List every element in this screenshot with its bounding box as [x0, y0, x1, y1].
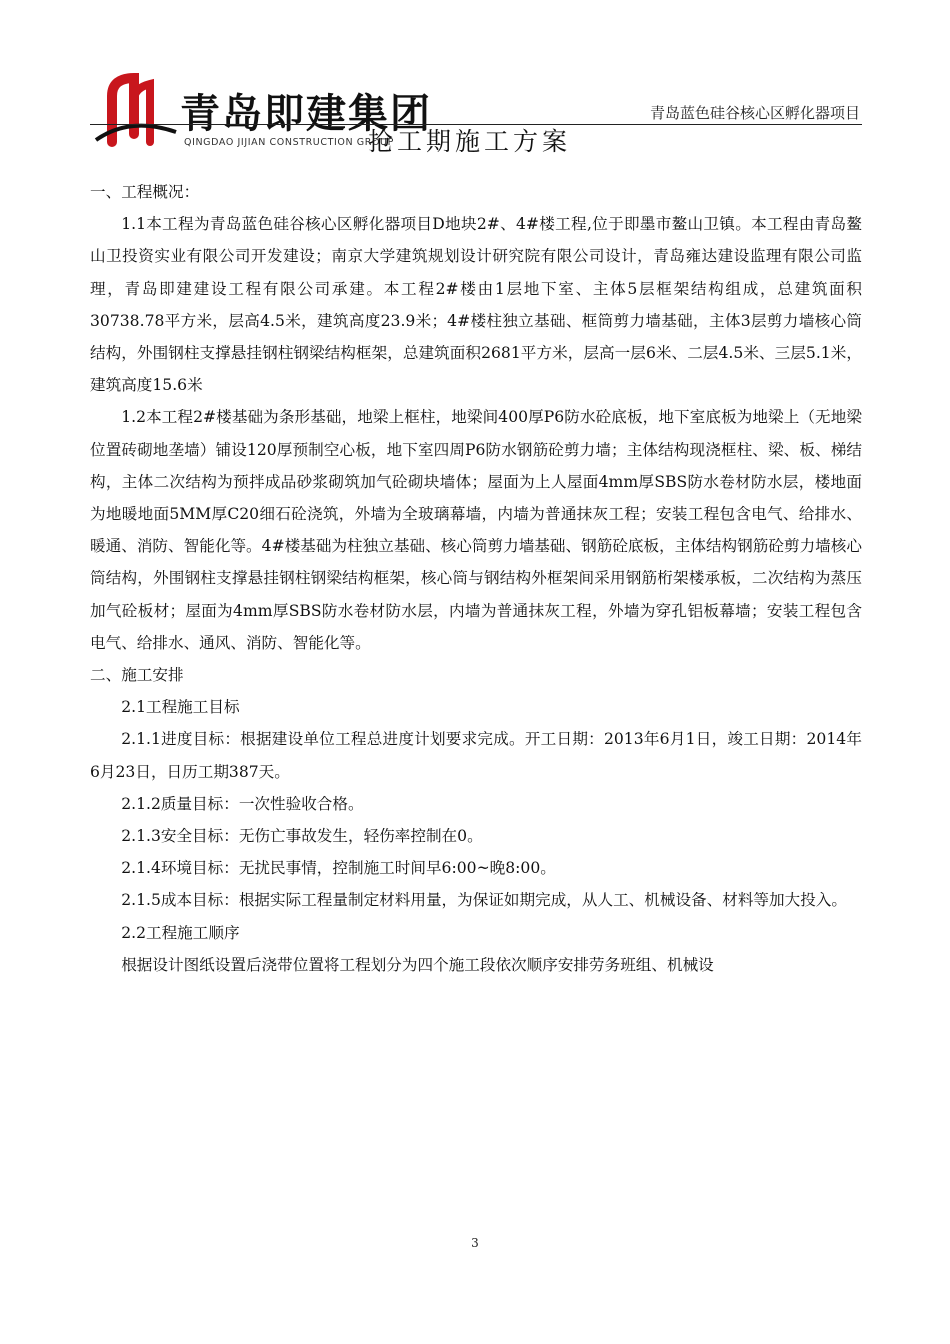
page-number: 3	[471, 1236, 479, 1250]
paragraph-2-1-1: 2.1.1进度目标：根据建设单位工程总进度计划要求完成。开工日期：2013年6月1日，竣工日期：2014年6月23日，日历工期387天。	[90, 730, 862, 781]
paragraph-1-1: 1.1本工程为青岛蓝色硅谷核心区孵化器项目D地块2#、4#楼工程,位于即墨市鳌山卫镇。本工程由青岛鳌山卫投资实业有限公司开发建设；南京大学建筑规划设计研究院有限公司设计，青岛雍达建设监理有限公司监理，青岛即建建设工程有限公司承建。本工程2#楼由1层地下室、主体5层框架结构组成，总建筑面积30738.78平方米，层高4.5米，建筑高度23.9米；4#楼柱独立基础、框筒剪力墙基础，主体3层剪力墙核心筒结构，外围钢柱支撑悬挂钢柱钢梁结构框架，总建筑面积2681平方米，层高一层6米、二层4.5米、三层5.1米，建筑高度15.6米	[90, 215, 862, 395]
subheading-2-1: 2.1工程施工目标	[121, 698, 240, 717]
paragraph-2-1-2: 2.1.2质量目标：一次性验收合格。	[121, 794, 364, 813]
paragraph-2-1-3: 2.1.3安全目标：无伤亡事故发生，轻伤率控制在0。	[121, 827, 483, 846]
section-heading-arrangement: 二、施工安排	[90, 666, 184, 685]
document-body	[90, 176, 862, 981]
document-title: 抢工期施工方案	[368, 127, 572, 156]
subheading-2-2: 2.2工程施工顺序	[121, 923, 240, 942]
paragraph-2-1-5: 2.1.5成本目标：根据实际工程量制定材料用量，为保证如期完成，从人工、机械设备、材料等加大投入。	[121, 891, 847, 910]
logo-company-en: QINGDAO JIJIAN CONSTRUCTION GROUP	[184, 137, 394, 148]
header-project-name: 青岛蓝色硅谷核心区孵化器项目	[649, 104, 860, 122]
section-heading-overview: 一、工程概况：	[90, 183, 200, 201]
logo-company-cn: 青岛即建集团	[180, 91, 432, 137]
paragraph-2-2: 根据设计图纸设置后浇带位置将工程划分为四个施工段依次顺序安排劳务班组、机械设	[121, 955, 714, 974]
paragraph-1-2: 1.2本工程2#楼基础为条形基础，地梁上框柱，地梁间400厚P6防水砼底板，地下室底板为地梁上（无地梁位置砖砌地垄墙）铺设120厚预制空心板，地下室四周P6防水钢筋砼剪力墙；主体结构现浇框柱、梁、板、梯结构，主体二次结构为预拌成品砂浆砌筑加气砼砌块墙体；屋面为上人屋面4mm厚SBS防水卷材防水层，楼地面为地暖地面5MM厚C20细石砼浇筑，外墙为全玻璃幕墙，内墙为普通抹灰工程；安装工程包含电气、给排水、暖通、消防、智能化等。4#楼基础为柱独立基础、核心筒剪力墙基础、钢筋砼底板，主体结构钢筋砼剪力墙核心筒结构，外围钢柱支撑悬挂钢柱钢梁结构框架，核心筒与钢结构外框架间采用钢筋桁架楼承板，二次结构为蒸压加气砼板材；屋面为4mm厚SBS防水卷材防水层，内墙为普通抹灰工程，外墙为穿孔铝板幕墙；安装工程包含电气、给排水、通风、消防、智能化等。	[90, 408, 862, 652]
paragraph-2-1-4: 2.1.4环境目标：无扰民事情，控制施工时间早6:00~晚8:00。	[121, 859, 556, 878]
logo-mark-icon	[90, 70, 180, 150]
